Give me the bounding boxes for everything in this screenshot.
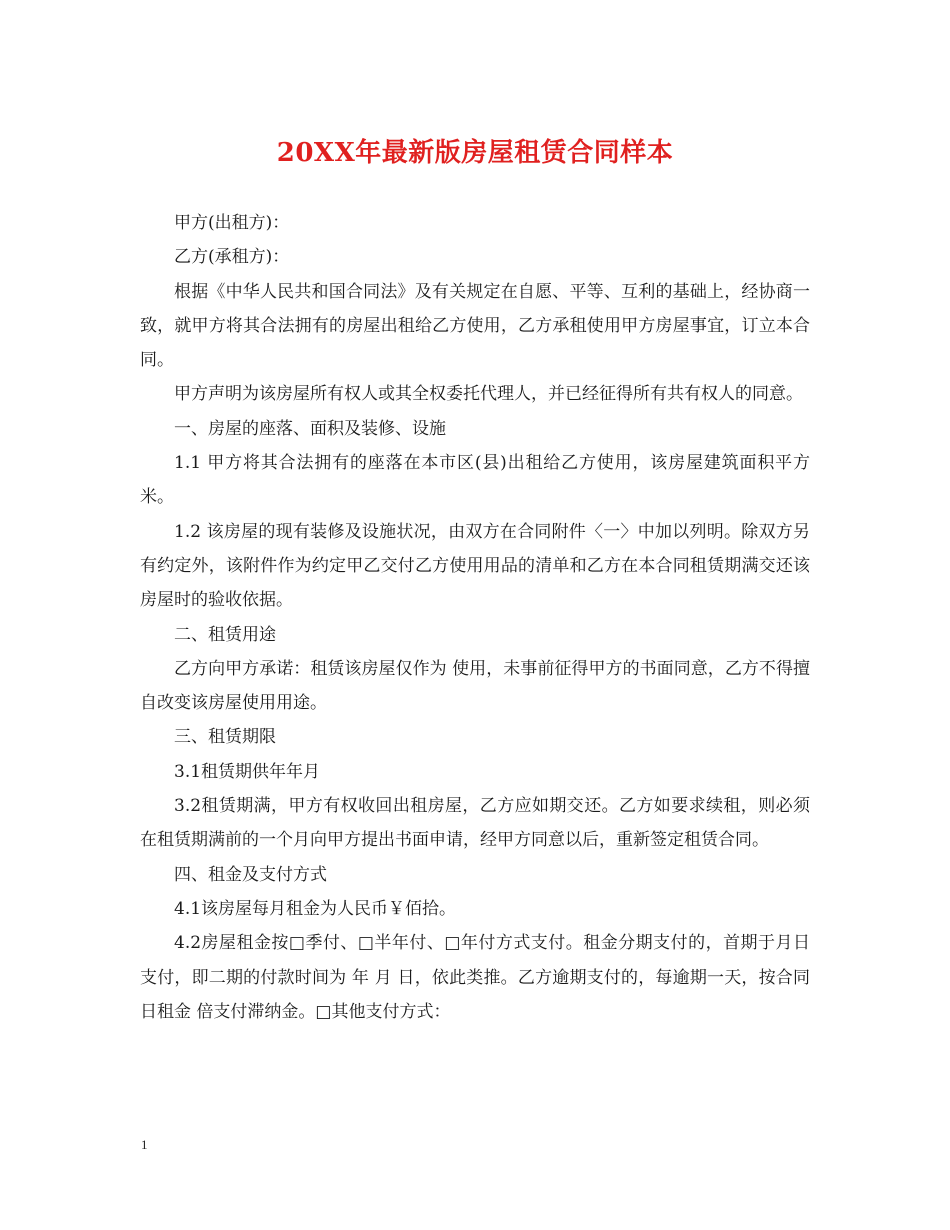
clause-1-1: 1.1 甲方将其合法拥有的座落在本市区(县)出租给乙方使用，该房屋建筑面积平方米。 xyxy=(140,453,810,508)
party-b-line: 乙方(承租方)： xyxy=(174,247,290,268)
document-body xyxy=(140,206,810,1029)
section-heading-1: 一、房屋的座落、面积及装修、设施 xyxy=(174,418,446,439)
preamble-paragraph: 根据《中华人民共和国合同法》及有关规定在自愿、平等、互利的基础上，经协商一致，就甲方将其合法拥有的房屋出租给乙方使用，乙方承租使用甲方房屋事宜，订立本合同。 xyxy=(140,281,810,371)
clause-3-1: 3.1租赁期供年年月 xyxy=(174,761,321,782)
clause-1-2: 1.2 该房屋的现有装修及设施状况，由双方在合同附件〈一〉中加以列明。除双方另有约定外，该附件作为约定甲乙交付乙方使用用品的清单和乙方在本合同租赁期满交还该房屋时的验收依据。 xyxy=(140,521,810,611)
page-number: 1 xyxy=(141,1137,148,1152)
clause-4-1: 4.1该房屋每月租金为人民币￥佰拾。 xyxy=(174,898,457,919)
section-heading-4: 四、租金及支付方式 xyxy=(174,864,327,885)
document-title: 20XX年最新版房屋租赁合同样本 xyxy=(276,138,674,168)
section-heading-2: 二、租赁用途 xyxy=(174,624,276,645)
clause-2: 乙方向甲方承诺：租赁该房屋仅作为 使用，未事前征得甲方的书面同意，乙方不得擅自改变该房屋使用用途。 xyxy=(140,658,810,714)
clause-4-2: 4.2房屋租金按□季付、□半年付、□年付方式支付。租金分期支付的，首期于月日支付，即二期的付款时间为 年 月 日，依此类推。乙方逾期支付的，每逾期一天，按合同日租金 倍支付滞纳金。□其他支付方式： xyxy=(140,933,810,1022)
clause-3-2: 3.2租赁期满，甲方有权收回出租房屋，乙方应如期交还。乙方如要求续租，则必须在租赁期满前的一个月向甲方提出书面申请，经甲方同意以后，重新签定租赁合同。 xyxy=(140,796,810,851)
section-heading-3: 三、租赁期限 xyxy=(174,727,276,748)
declaration-paragraph: 甲方声明为该房屋所有权人或其全权委托代理人，并已经征得所有共有权人的同意。 xyxy=(174,384,803,405)
party-a-line: 甲方(出租方)： xyxy=(174,213,290,233)
